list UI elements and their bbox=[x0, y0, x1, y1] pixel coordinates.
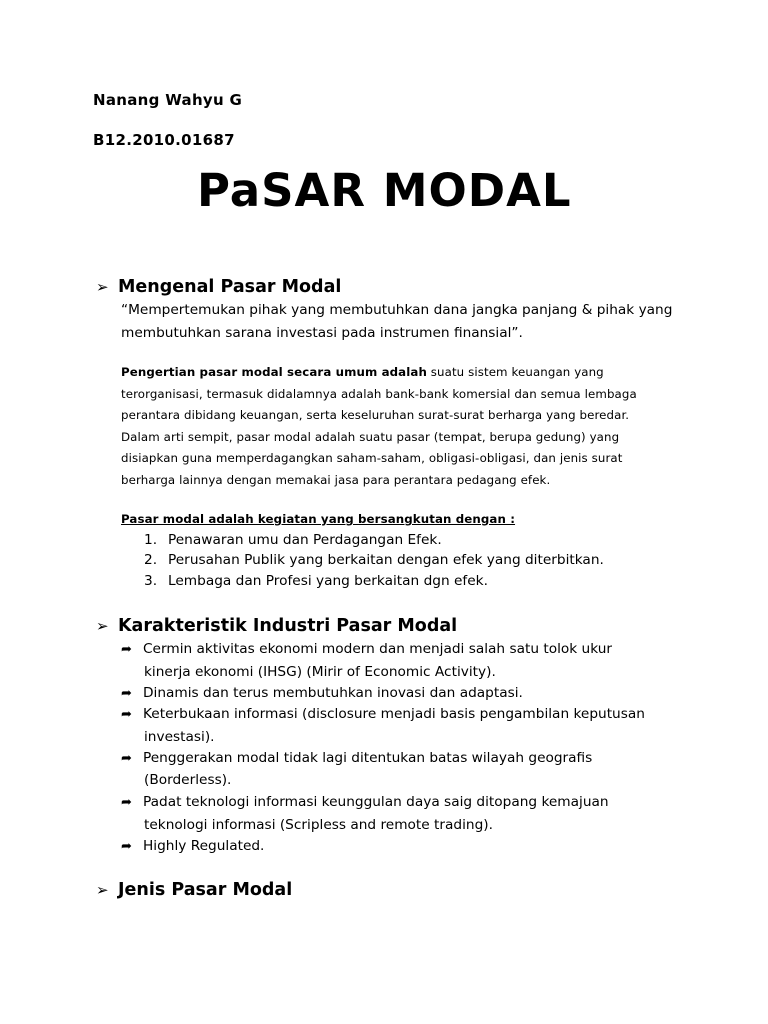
check-arrow-icon: ➦ bbox=[121, 686, 132, 701]
definition-line: disiapkan guna memperdagangkan saham-saham, obligasi-obligasi, dan jenis surat bbox=[121, 451, 623, 465]
check-list-item bbox=[121, 794, 609, 810]
definition-rest: suatu sistem keuangan yang bbox=[426, 365, 604, 379]
list-text: Lembaga dan Profesi yang berkaitan dgn efek. bbox=[168, 573, 488, 589]
check-arrow-icon: ➦ bbox=[121, 795, 132, 810]
check-item-continuation: teknologi informasi (Scripless and remote trading). bbox=[144, 817, 493, 833]
section-heading-jenis bbox=[96, 880, 292, 900]
section-heading-mengenal bbox=[96, 277, 341, 297]
list-heading: Pasar modal adalah kegiatan yang bersangkutan dengan : bbox=[121, 512, 516, 526]
check-arrow-icon: ➦ bbox=[121, 642, 132, 657]
section-heading-text: Jenis Pasar Modal bbox=[118, 880, 293, 900]
check-item-text: Keterbukaan informasi (disclosure menjadi basis pengambilan keputusan bbox=[143, 706, 645, 722]
check-item-continuation: kinerja ekonomi (IHSG) (Mirir of Economic Activity). bbox=[144, 664, 496, 680]
definition-line: terorganisasi, termasuk didalamnya adalah bank-bank komersial dan semua lembaga bbox=[121, 387, 637, 401]
check-item-continuation: (Borderless). bbox=[144, 772, 232, 788]
arrow-bullet-icon: ➢ bbox=[96, 881, 109, 899]
definition-line: Dalam arti sempit, pasar modal adalah suatu pasar (tempat, berupa gedung) yang bbox=[121, 430, 620, 444]
arrow-bullet-icon: ➢ bbox=[96, 617, 109, 635]
list-item bbox=[144, 532, 442, 548]
quote-line: membutuhkan sarana investasi pada instrumen finansial”. bbox=[121, 325, 523, 341]
list-number: 3. bbox=[144, 573, 158, 589]
definition-line: perantara dibidang keuangan, serta keseluruhan surat-surat berharga yang beredar. bbox=[121, 408, 630, 422]
section-heading-karakteristik bbox=[96, 616, 457, 636]
definition-line: berharga lainnya dengan memakai jasa para perantara pedagang efek. bbox=[121, 473, 551, 487]
check-arrow-icon: ➦ bbox=[121, 839, 132, 854]
check-arrow-icon: ➦ bbox=[121, 707, 132, 722]
section-heading-text: Karakteristik Industri Pasar Modal bbox=[118, 616, 458, 636]
author-id: B12.2010.01687 bbox=[93, 131, 235, 149]
check-item-text: Dinamis dan terus membutuhkan inovasi dan adaptasi. bbox=[143, 685, 523, 701]
list-text: Penawaran umu dan Perdagangan Efek. bbox=[168, 532, 442, 548]
quote-line: “Mempertemukan pihak yang membutuhkan dana jangka panjang & pihak yang bbox=[121, 302, 673, 318]
check-list-item bbox=[121, 838, 264, 854]
check-arrow-icon: ➦ bbox=[121, 751, 132, 766]
check-list-item bbox=[121, 641, 612, 657]
check-list-item bbox=[121, 706, 645, 722]
definition-bold: Pengertian pasar modal secara umum adalah bbox=[121, 365, 427, 379]
list-item bbox=[144, 573, 488, 589]
check-item-text: Highly Regulated. bbox=[143, 838, 265, 854]
author-name: Nanang Wahyu G bbox=[93, 91, 243, 109]
section-heading-text: Mengenal Pasar Modal bbox=[118, 277, 342, 297]
list-item bbox=[144, 552, 604, 568]
definition-line bbox=[121, 365, 604, 379]
check-list-item bbox=[121, 685, 523, 701]
check-list-item bbox=[121, 750, 592, 766]
check-item-text: Cermin aktivitas ekonomi modern dan menjadi salah satu tolok ukur bbox=[143, 641, 613, 657]
arrow-bullet-icon: ➢ bbox=[96, 278, 109, 296]
list-text: Perusahan Publik yang berkaitan dengan efek yang diterbitkan. bbox=[168, 552, 604, 568]
list-number: 2. bbox=[144, 552, 158, 568]
check-item-text: Padat teknologi informasi keunggulan daya saig ditopang kemajuan bbox=[143, 794, 609, 810]
document-title: PaSAR MODAL bbox=[197, 164, 572, 217]
check-item-continuation: investasi). bbox=[144, 729, 215, 745]
list-number: 1. bbox=[144, 532, 158, 548]
check-item-text: Penggerakan modal tidak lagi ditentukan batas wilayah geografis bbox=[143, 750, 593, 766]
